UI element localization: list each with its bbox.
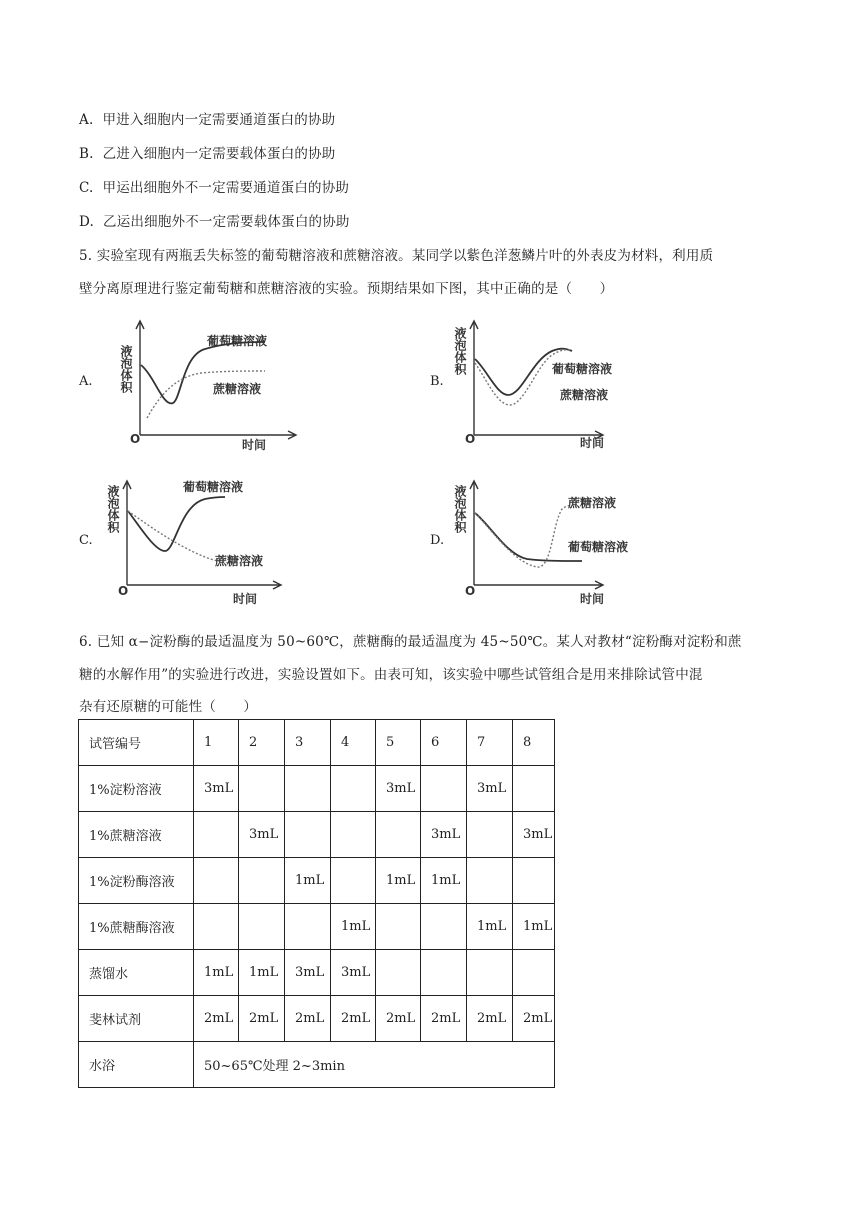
table-cell: 3mL	[331, 950, 376, 996]
row-label-cell: 1%蔗糖酶溶液	[79, 904, 194, 950]
graph-d-glucose-label: 葡萄糖溶液	[568, 540, 629, 554]
graph-b	[452, 315, 652, 454]
graph-a-origin: O	[130, 432, 141, 446]
table-cell	[421, 766, 467, 812]
table-cell	[513, 766, 555, 812]
row-label-cell: 试管编号	[79, 720, 194, 766]
table-cell	[331, 858, 376, 904]
table-cell	[376, 904, 421, 950]
graph-c	[105, 475, 305, 614]
graph-c-xlabel: 时间	[233, 592, 258, 606]
graph-b-ylabel: 液泡体积	[453, 327, 467, 375]
table-cell: 1mL	[331, 904, 376, 950]
table-cell: 1mL	[194, 950, 239, 996]
table-cell: 2mL	[513, 996, 555, 1042]
table-cell	[285, 904, 331, 950]
option-d: D. 乙运出细胞外不一定需要载体蛋白的协助	[79, 214, 350, 230]
option-a: A. 甲进入细胞内一定需要通道蛋白的协助	[79, 112, 336, 128]
experiment-table	[78, 719, 555, 1088]
table-cell: 2mL	[194, 996, 239, 1042]
graph-c-glucose-label: 葡萄糖溶液	[183, 480, 244, 494]
row-label-cell: 1%蔗糖溶液	[79, 812, 194, 858]
graph-b-origin: O	[465, 432, 476, 446]
table-cell: 3	[285, 720, 331, 766]
table-cell: 3mL	[376, 766, 421, 812]
graph-d-xlabel: 时间	[580, 592, 605, 606]
graph-b-sucrose-label: 蔗糖溶液	[560, 388, 609, 402]
table-cell	[376, 950, 421, 996]
table-cell	[331, 766, 376, 812]
table-cell	[331, 812, 376, 858]
table-cell: 3mL	[421, 812, 467, 858]
table-cell: 6	[421, 720, 467, 766]
graph-c-origin: O	[118, 584, 129, 598]
graph-d	[452, 475, 652, 614]
table-row	[79, 904, 555, 950]
table-cell	[513, 858, 555, 904]
graph-d-sucrose-label: 蔗糖溶液	[568, 496, 617, 510]
table-cell: 1mL	[239, 950, 285, 996]
graph-d-label: D.	[430, 533, 445, 548]
table-cell	[285, 812, 331, 858]
table-cell: 2mL	[421, 996, 467, 1042]
table-cell: 2mL	[285, 996, 331, 1042]
graph-c-label: C.	[79, 533, 93, 548]
graph-a-sucrose-label: 蔗糖溶液	[213, 382, 262, 396]
table-cell: 1mL	[467, 904, 513, 950]
table-cell: 8	[513, 720, 555, 766]
table-cell: 1mL	[376, 858, 421, 904]
table-cell: 7	[467, 720, 513, 766]
question-6-line-1: 6. 已知 α−淀粉酶的最适温度为 50~60℃，蔗糖酶的最适温度为 45~50℃。某人对教材“淀粉酶对淀粉和蔗	[79, 634, 742, 650]
table-row	[79, 766, 555, 812]
row-label-cell: 1%淀粉溶液	[79, 766, 194, 812]
table-cell: 2mL	[239, 996, 285, 1042]
table-cell: 1mL	[421, 858, 467, 904]
table-cell	[194, 812, 239, 858]
table-cell	[421, 950, 467, 996]
table-cell: 5	[376, 720, 421, 766]
table-cell	[467, 812, 513, 858]
table-cell	[467, 950, 513, 996]
water-bath-value: 50~65℃处理 2~3min	[194, 1042, 555, 1088]
table-cell: 1mL	[513, 904, 555, 950]
table-cell	[239, 766, 285, 812]
table-cell: 2mL	[331, 996, 376, 1042]
row-label-cell: 水浴	[79, 1042, 194, 1088]
row-label-cell: 斐林试剂	[79, 996, 194, 1042]
table-header-row	[79, 720, 555, 766]
question-5-line-1: 5. 实验室现有两瓶丢失标签的葡萄糖溶液和蔗糖溶液。某同学以紫色洋葱鳞片叶的外表皮为材料，利用质	[79, 248, 714, 264]
table-cell: 2mL	[376, 996, 421, 1042]
question-5-line-2: 壁分离原理进行鉴定葡萄糖和蔗糖溶液的实验。预期结果如下图，其中正确的是（ ）	[79, 281, 614, 297]
table-cell	[239, 904, 285, 950]
graph-a	[105, 315, 305, 454]
graph-d-ylabel: 液泡体积	[453, 485, 467, 533]
graph-c-sucrose-label: 蔗糖溶液	[215, 554, 264, 568]
table-cell: 2	[239, 720, 285, 766]
table-cell	[467, 858, 513, 904]
option-b: B. 乙进入细胞内一定需要载体蛋白的协助	[79, 146, 336, 162]
table-row	[79, 996, 555, 1042]
graph-a-ylabel: 液泡体积	[119, 345, 133, 393]
graph-b-xlabel: 时间	[580, 436, 605, 450]
table-cell: 2mL	[467, 996, 513, 1042]
table-cell	[421, 904, 467, 950]
row-label-cell: 蒸馏水	[79, 950, 194, 996]
table-cell	[285, 766, 331, 812]
table-cell: 1mL	[285, 858, 331, 904]
graph-a-glucose-label: 葡萄糖溶液	[207, 334, 268, 348]
table-cell: 4	[331, 720, 376, 766]
table-cell	[239, 858, 285, 904]
option-c: C. 甲运出细胞外不一定需要通道蛋白的协助	[79, 180, 350, 196]
table-row-water-bath	[79, 1042, 555, 1088]
table-cell: 3mL	[285, 950, 331, 996]
table-cell: 3mL	[194, 766, 239, 812]
question-6-line-3: 杂有还原糖的可能性（ ）	[79, 699, 258, 715]
graph-c-ylabel: 液泡体积	[106, 485, 120, 533]
table-cell	[376, 812, 421, 858]
table-cell: 1	[194, 720, 239, 766]
graph-a-xlabel: 时间	[242, 438, 267, 452]
table-row	[79, 950, 555, 996]
graph-d-origin: O	[465, 584, 476, 598]
table-cell	[513, 950, 555, 996]
row-label-cell: 1%淀粉酶溶液	[79, 858, 194, 904]
table-row	[79, 812, 555, 858]
graph-b-glucose-label: 葡萄糖溶液	[552, 362, 613, 376]
table-cell	[194, 904, 239, 950]
table-cell: 3mL	[239, 812, 285, 858]
question-6-line-2: 糖的水解作用”的实验进行改进，实验设置如下。由表可知，该实验中哪些试管组合是用来排除试管中混	[79, 667, 703, 683]
table-cell	[194, 858, 239, 904]
table-cell: 3mL	[467, 766, 513, 812]
table-row	[79, 858, 555, 904]
table-cell: 3mL	[513, 812, 555, 858]
graph-b-label: B.	[430, 374, 444, 389]
graph-a-label: A.	[79, 374, 93, 389]
